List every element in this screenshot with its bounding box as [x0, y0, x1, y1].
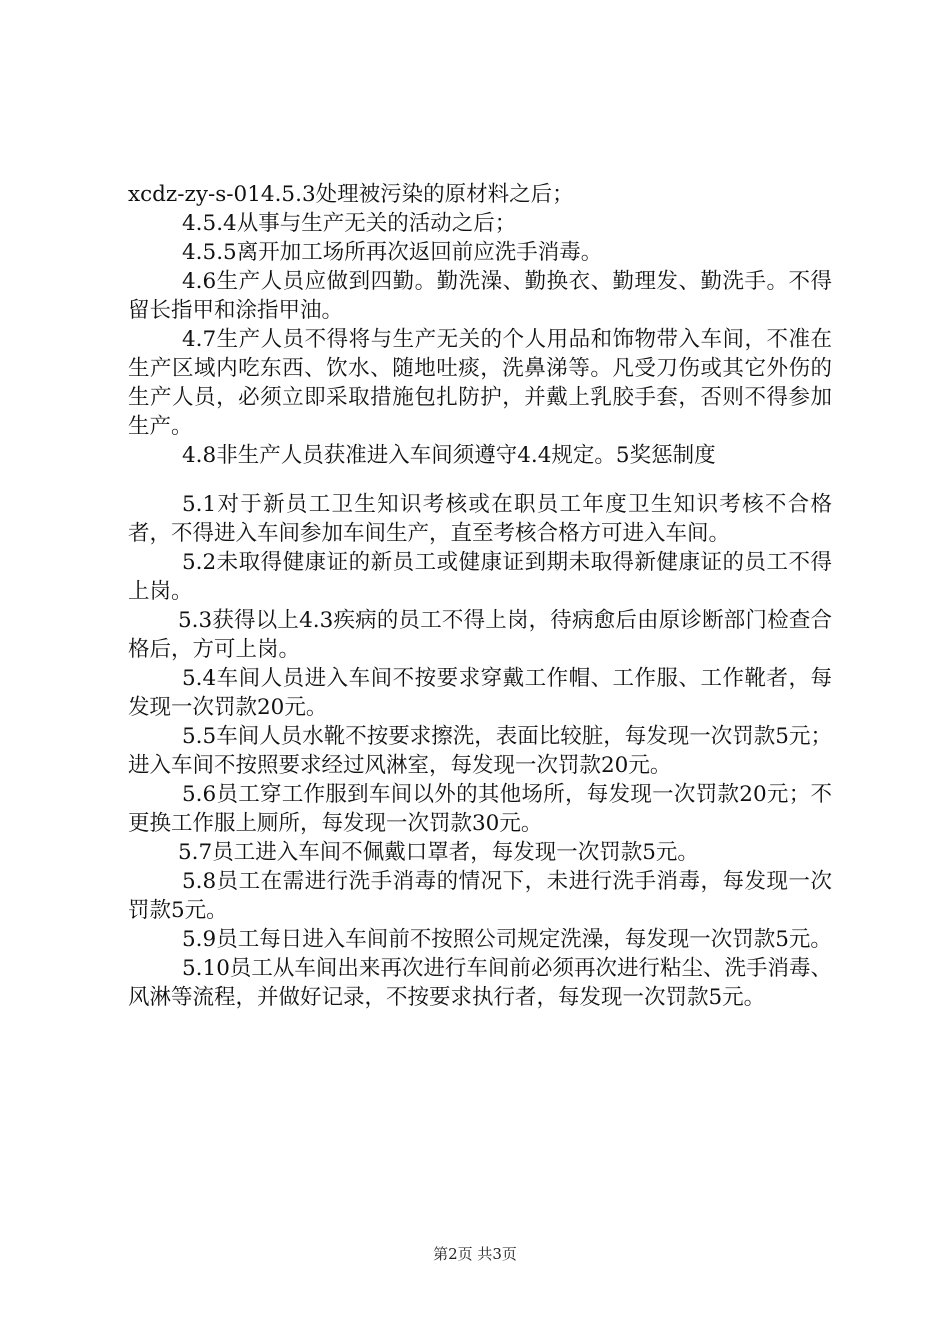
paragraph-5-6: 5.6员工穿工作服到车间以外的其他场所，每发现一次罚款20元；不更换工作服上厕所，每发现一次罚款30元。	[128, 782, 832, 836]
paragraph-5-9: 5.9员工每日进入车间前不按照公司规定洗澡，每发现一次罚款5元。	[182, 927, 832, 952]
paragraph-5-1: 5.1对于新员工卫生知识考核或在职员工年度卫生知识考核不合格者，不得进入车间参加车间生产，直至考核合格方可进入车间。	[128, 492, 832, 546]
paragraph-4-8: 4.8非生产人员获准进入车间须遵守4.4规定。5奖惩制度	[182, 443, 716, 468]
paragraph-5-4: 5.4车间人员进入车间不按要求穿戴工作帽、工作服、工作靴者，每发现一次罚款20元。	[128, 666, 832, 720]
paragraph-4-7: 4.7生产人员不得将与生产无关的个人用品和饰物带入车间，不准在生产区域内吃东西、饮水、随地吐痰，洗鼻涕等。凡受刀伤或其它外伤的生产人员，必须立即采取措施包扎防护，并戴上乳胶手套，否则不得参加生产。	[128, 327, 832, 439]
page-number-footer: 第2页 共3页	[433, 1245, 517, 1263]
document-body	[128, 180, 832, 1012]
paragraph-5-2: 5.2未取得健康证的新员工或健康证到期未取得新健康证的员工不得上岗。	[128, 550, 832, 604]
paragraph-5-3: 5.3获得以上4.3疾病的员工不得上岗，待病愈后由原诊断部门检查合格后，方可上岗。	[128, 608, 832, 662]
paragraph-5-3-continued: xcdz-zy-s-014.5.3处理被污染的原材料之后；	[128, 182, 574, 207]
section-spacer	[128, 470, 832, 490]
paragraph-5-8: 5.8员工在需进行洗手消毒的情况下，未进行洗手消毒，每发现一次罚款5元。	[128, 869, 832, 923]
paragraph-5-10: 5.10员工从车间出来再次进行车间前必须再次进行粘尘、洗手消毒、风淋等流程，并做好记录，不按要求执行者，每发现一次罚款5元。	[128, 956, 832, 1010]
paragraph-4-6: 4.6生产人员应做到四勤。勤洗澡、勤换衣、勤理发、勤洗手。不得留长指甲和涂指甲油。	[128, 269, 832, 323]
paragraph-5-5: 5.5车间人员水靴不按要求擦洗，表面比较脏，每发现一次罚款5元；进入车间不按照要求经过风淋室，每发现一次罚款20元。	[128, 724, 832, 778]
paragraph-4-5-5: 4.5.5离开加工场所再次返回前应洗手消毒。	[182, 240, 603, 265]
paragraph-5-7: 5.7员工进入车间不佩戴口罩者，每发现一次罚款5元。	[178, 840, 699, 865]
paragraph-4-5-4: 4.5.4从事与生产无关的活动之后；	[182, 211, 517, 236]
